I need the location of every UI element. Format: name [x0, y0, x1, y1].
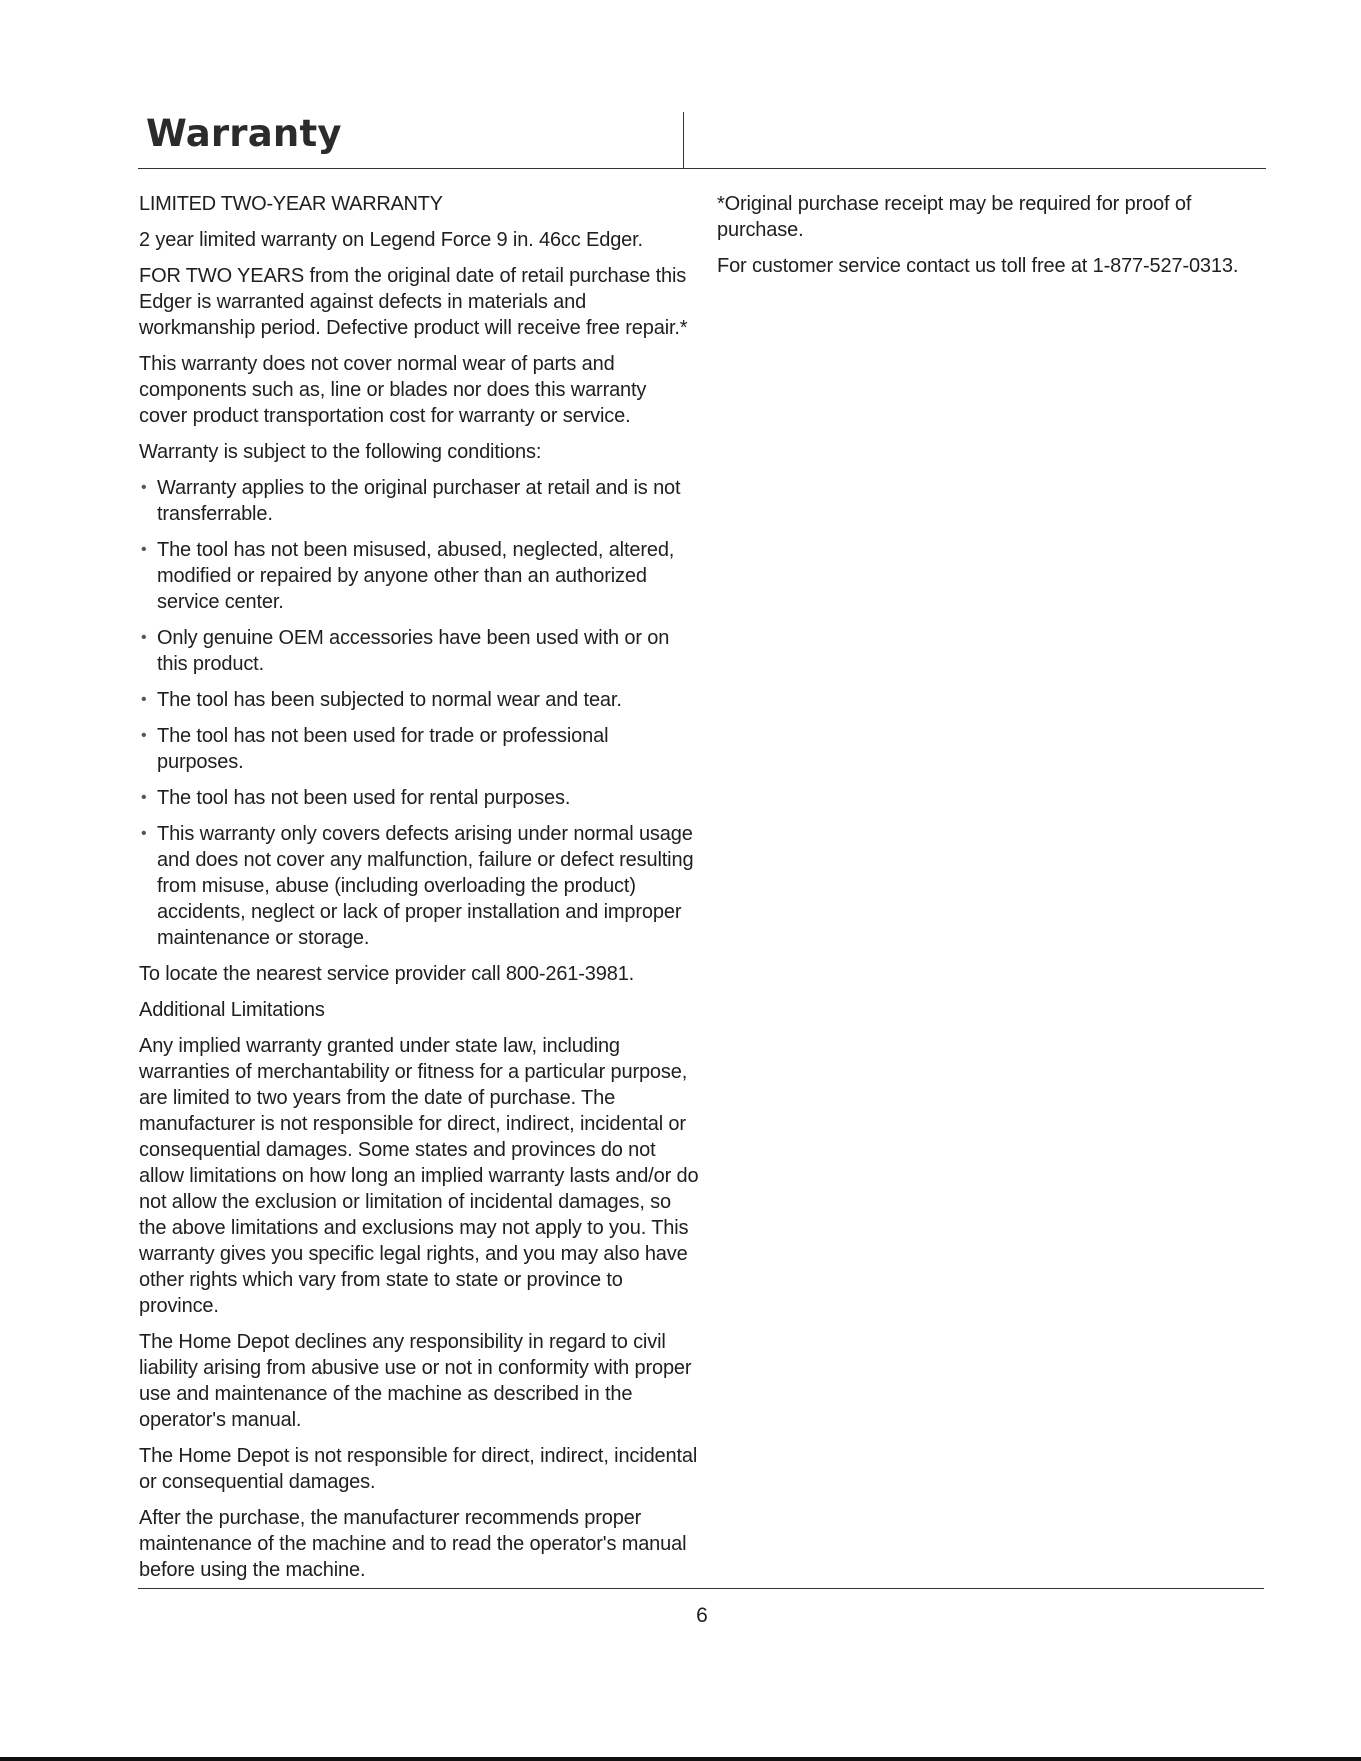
bullet-icon: •	[141, 789, 147, 806]
page-title: Warranty	[146, 112, 342, 155]
list-item	[139, 687, 699, 713]
list-item	[139, 821, 699, 951]
warranty-exclusions-paragraph: This warranty does not cover normal wear of parts and components such as, line or blades nor does this warranty cover product transportation cost for warranty or service.	[139, 353, 647, 427]
list-item	[139, 625, 699, 677]
page-number: 6	[696, 1604, 708, 1627]
conditions-list	[139, 475, 699, 951]
footer-rule	[138, 1588, 1264, 1589]
condition-text: Only genuine OEM accessories have been used with or on this product.	[157, 627, 670, 675]
scan-bottom-edge	[0, 1757, 1361, 1761]
bullet-icon: •	[141, 629, 147, 646]
list-item	[139, 537, 699, 615]
condition-text: The tool has not been used for trade or professional purposes.	[157, 725, 609, 773]
warranty-heading: LIMITED TWO-YEAR WARRANTY	[139, 193, 443, 215]
home-depot-liability-paragraph: The Home Depot declines any responsibility in regard to civil liability arising from abusive use or not in conformity with proper use and maintenance of the machine as described in the operator's manual.	[139, 1331, 692, 1431]
bullet-icon: •	[141, 691, 147, 708]
list-item	[139, 475, 699, 527]
condition-text: The tool has not been used for rental purposes.	[157, 787, 571, 809]
receipt-note: *Original purchase receipt may be required for proof of purchase.	[717, 193, 1192, 241]
right-column	[717, 191, 1277, 289]
bullet-icon: •	[141, 727, 147, 744]
bullet-icon: •	[141, 541, 147, 558]
warranty-intro: 2 year limited warranty on Legend Force 9 in. 46cc Edger.	[139, 229, 643, 251]
bullet-icon: •	[141, 479, 147, 496]
header-rule	[138, 168, 1266, 169]
list-item	[139, 723, 699, 775]
additional-limitations-heading: Additional Limitations	[139, 999, 325, 1021]
list-item	[139, 785, 699, 811]
left-column	[139, 191, 699, 1593]
service-provider-call: To locate the nearest service provider call 800-261-3981.	[139, 963, 635, 985]
header-divider	[683, 112, 684, 169]
condition-text: The tool has been subjected to normal wear and tear.	[157, 689, 622, 711]
conditions-intro: Warranty is subject to the following conditions:	[139, 441, 542, 463]
customer-service-line: For customer service contact us toll free at 1-877-527-0313.	[717, 255, 1239, 277]
maintenance-paragraph: After the purchase, the manufacturer recommends proper maintenance of the machine and to read the operator's manual before using the machine.	[139, 1507, 687, 1581]
bullet-icon: •	[141, 825, 147, 842]
condition-text: The tool has not been misused, abused, neglected, altered, modified or repaired by anyone other than an authorized service center.	[157, 539, 675, 613]
home-depot-damages-paragraph: The Home Depot is not responsible for direct, indirect, incidental or consequential damages.	[139, 1445, 698, 1493]
condition-text: Warranty applies to the original purchaser at retail and is not transferrable.	[157, 477, 681, 525]
condition-text: This warranty only covers defects arising under normal usage and does not cover any malfunction, failure or defect resulting from misuse, abuse (including overloading the product) accidents, neglect or lack of proper installation and improper maintenance or storage.	[157, 823, 694, 949]
implied-warranty-paragraph: Any implied warranty granted under state law, including warranties of merchantability or fitness for a particular purpose, are limited to two years from the date of purchase. The manufacturer is not responsible for direct, indirect, incidental or consequential damages. Some states and provinces do not allow limitations on how long an implied warranty lasts and/or do not allow the exclusion or limitation of incidental damages, so the above limitations and exclusions may not apply to you. This warranty gives you specific legal rights, and you may also have other rights which vary from state to state or province to province.	[139, 1035, 699, 1317]
warranty-two-years-paragraph: FOR TWO YEARS from the original date of retail purchase this Edger is warranted against defects in materials and workmanship period. Defective product will receive free repair.*	[139, 265, 688, 339]
